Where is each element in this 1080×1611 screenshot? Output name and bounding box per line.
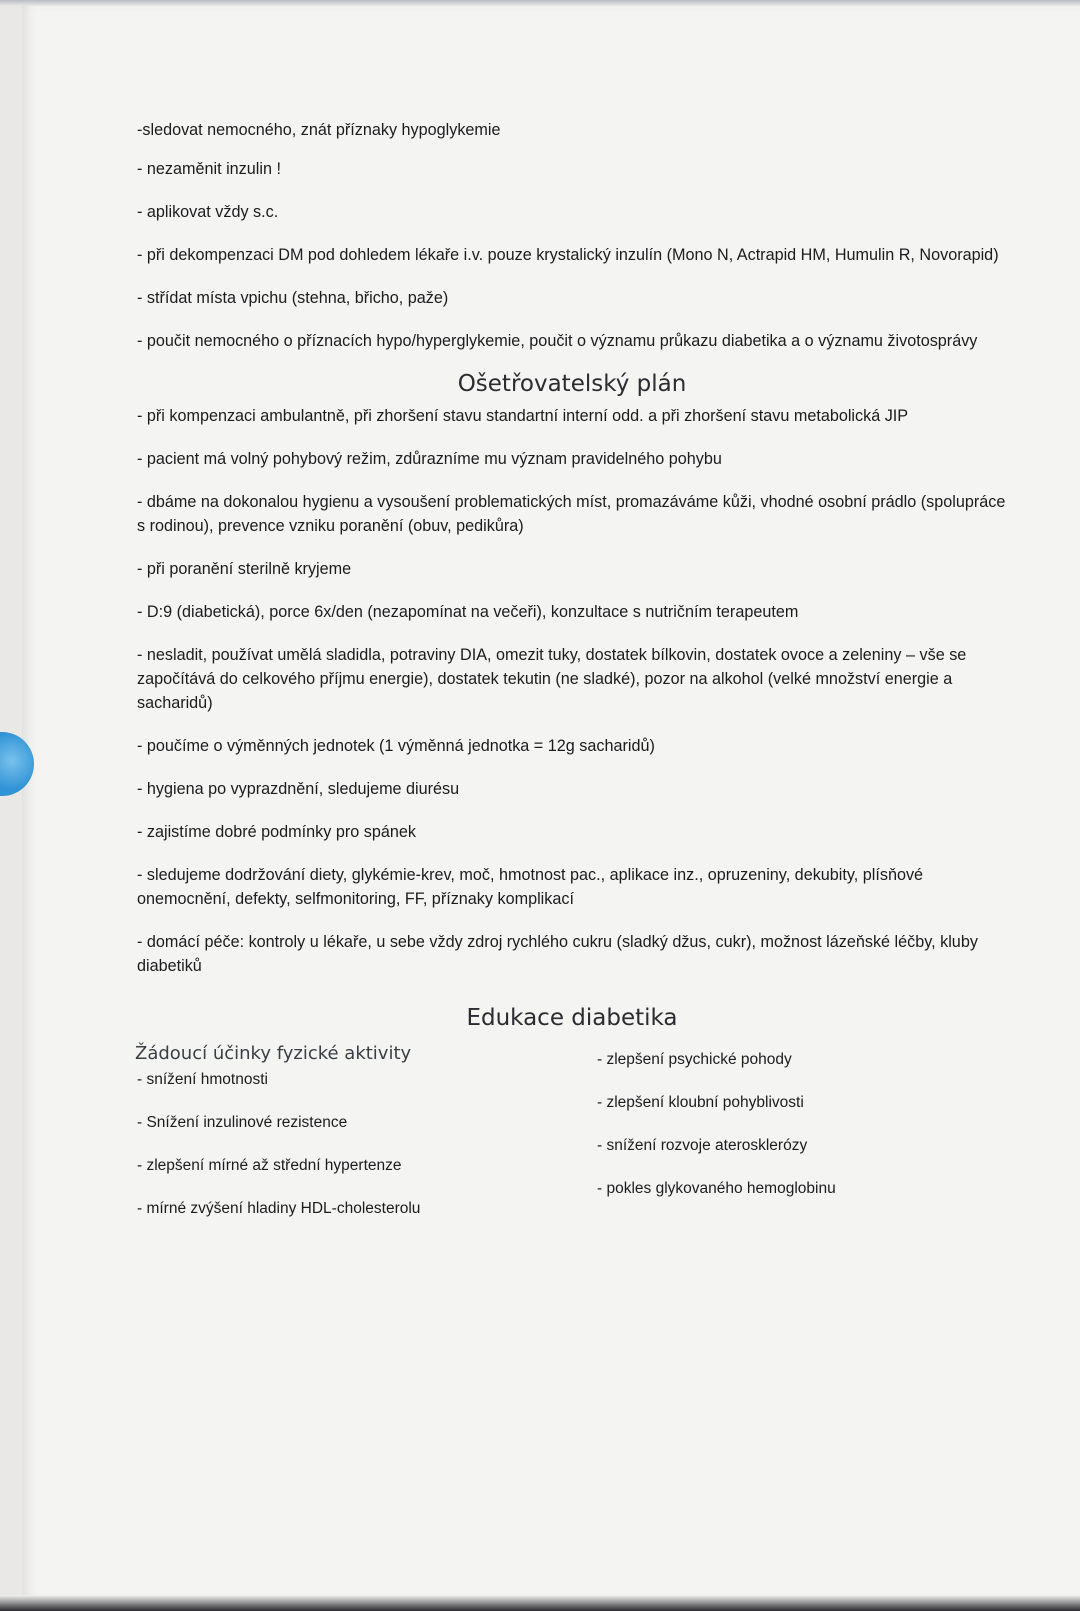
list-item: - snížení hmotnosti xyxy=(137,1071,268,1088)
document-content xyxy=(137,118,1007,1240)
paragraph: - aplikovat vždy s.c. xyxy=(137,203,279,221)
paragraph: - poučíme o výměnných jednotek (1 výměnná jednotka = 12g sacharidů) xyxy=(137,737,655,755)
paragraph: - hygiena po vyprazdnění, sledujeme diurésu xyxy=(137,780,460,798)
paragraph: -sledovat nemocného, znát příznaky hypoglykemie xyxy=(137,121,501,139)
subheading-physical-activity-effects: Žádoucí účinky fyzické aktivity xyxy=(135,1043,412,1064)
paragraph: - D:9 (diabetická), porce 6x/den (nezapomínat na večeři), konzultace s nutričním terapeutem xyxy=(137,603,799,621)
paragraph: - dbáme na dokonalou hygienu a vysoušení problematických míst, promazáváme kůži, vhodné osobní prádlo (spolupráce s rodinou), prevence vzniku poranění (obuv, pedikůra) xyxy=(137,493,1006,535)
paragraph: - domácí péče: kontroly u lékaře, u sebe vždy zdroj rychlého cukru (sladký džus, cukr), možnost lázeňské léčby, kluby diabetiků xyxy=(137,933,978,975)
list-item: - pokles glykovaného hemoglobinu xyxy=(597,1180,836,1197)
paragraph: - poučit nemocného o příznacích hypo/hyperglykemie, poučit o významu průkazu diabetika a o významu životosprávy xyxy=(137,332,978,350)
list-item: - zlepšení kloubní pohyblivosti xyxy=(597,1094,804,1111)
list-item: - zlepšení mírné až střední hypertenze xyxy=(137,1157,402,1174)
list-item: - Snížení inzulinové rezistence xyxy=(137,1114,348,1131)
paragraph: - nesladit, používat umělá sladidla, potraviny DIA, omezit tuky, dostatek bílkovin, dostatek ovoce a zeleniny – vše se započítává do celkového příjmu energie), dostatek tekutin (ne sladké), pozor na alkohol (velké množství energie a sacharidů) xyxy=(137,646,967,712)
benefits-right-column xyxy=(597,1048,1007,1240)
scan-bottom-edge xyxy=(0,1595,1080,1611)
list-item: - snížení rozvoje aterosklerózy xyxy=(597,1137,808,1154)
section-heading-nursing-plan: Ošetřovatelský plán xyxy=(457,371,687,397)
paragraph: - při poranění sterilně kryjeme xyxy=(137,560,352,578)
benefits-left-column xyxy=(137,1068,597,1240)
paragraph: - pacient má volný pohybový režim, zdůrazníme mu význam pravidelného pohybu xyxy=(137,450,722,468)
paragraph: - sledujeme dodržování diety, glykémie-krev, moč, hmotnost pac., aplikace inz., opruzeniny, dekubity, plísňové onemocnění, defekty, selfmonitoring, FF, příznaky komplikací xyxy=(137,866,924,908)
paragraph: - střídat místa vpichu (stehna, břicho, paže) xyxy=(137,289,449,307)
paragraph: - zajistíme dobré podmínky pro spánek xyxy=(137,823,416,841)
list-item: - zlepšení psychické pohody xyxy=(597,1051,792,1068)
paragraph: - při dekompenzaci DM pod dohledem lékaře i.v. pouze krystalický inzulín (Mono N, Actrapid HM, Humulin R, Novorapid) xyxy=(137,246,999,264)
paragraph: - nezaměnit inzulin ! xyxy=(137,160,281,178)
list-item: - mírné zvýšení hladiny HDL-cholesterolu xyxy=(137,1200,421,1217)
paragraph: - při kompenzaci ambulantně, při zhoršení stavu standartní interní odd. a při zhoršení stavu metabolická JIP xyxy=(137,407,909,425)
section-heading-diabetic-education: Edukace diabetika xyxy=(466,1005,678,1031)
